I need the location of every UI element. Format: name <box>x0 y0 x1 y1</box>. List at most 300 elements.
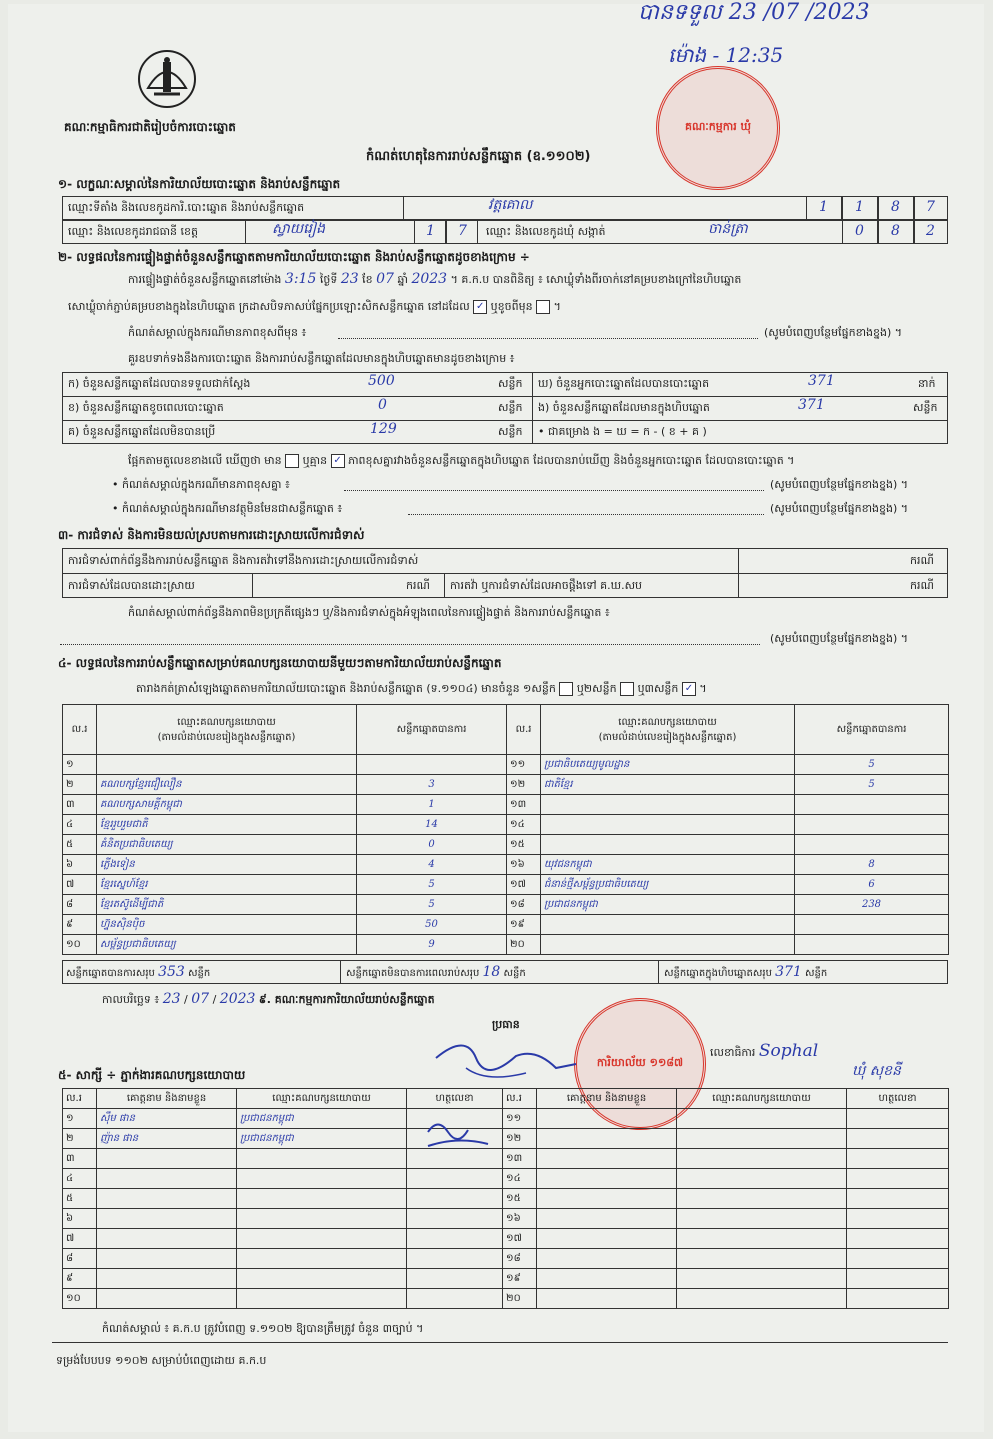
s2-check-none: ឬគ្មាន <box>302 454 328 467</box>
cell-party <box>677 1169 847 1189</box>
cell-no: ៤ <box>63 815 97 835</box>
cell-no: ១ <box>63 1109 97 1129</box>
cell-sign <box>847 1189 949 1209</box>
chair-label: ប្រធាន <box>492 1018 520 1031</box>
s1-commune-value: ចាន់ត្រា <box>708 221 748 237</box>
cell-no: ៧ <box>63 1229 97 1249</box>
s2-month: 07 <box>376 271 394 287</box>
s2-row-a-value: 500 <box>368 373 395 389</box>
secretary-line <box>710 1041 819 1061</box>
cell-party <box>541 835 795 855</box>
cell-no: ១៩ <box>503 1269 537 1289</box>
cell-no: ៦ <box>63 1209 97 1229</box>
s4-col-party-text: ឈ្មោះគណបក្សនយោបាយ <box>177 716 276 728</box>
cell-votes: 8 <box>795 855 949 875</box>
cell-name <box>97 1269 237 1289</box>
one-sheet-checkbox[interactable] <box>559 682 573 696</box>
footer-rule <box>52 1342 948 1343</box>
cell-no: ១១ <box>507 755 541 775</box>
s2-row-a-label: ក) ចំនួនសន្លឹកឆ្នោតដែលបានទទួលជាក់ស្តែង <box>68 377 251 390</box>
received-time: ម៉ោង - 12:35 <box>668 43 784 67</box>
s4-intro-opt2: ឬ២សន្លឹក <box>576 682 617 695</box>
cell-no: ១ <box>63 755 97 775</box>
has-difference-checkbox[interactable] <box>285 454 299 468</box>
cell-no: ១៦ <box>507 855 541 875</box>
cell-party <box>677 1149 847 1169</box>
cell-sign <box>847 1229 949 1249</box>
s5-col-name: គោត្តនាម និងនាមខ្លួន <box>97 1089 237 1109</box>
cell-name: ញ៉ាន ផាន <box>97 1129 237 1149</box>
s2-bullet1-dots <box>344 490 764 491</box>
table-row <box>63 895 949 915</box>
s2-line3: កំណត់សម្គាល់ក្នុងករណីមានភាពខុសពីមុន ៖ <box>128 326 307 339</box>
s5-title: ៥- សាក្សី ÷ ភ្នាក់ងារគណបក្សនយោបាយ <box>58 1068 246 1082</box>
cell-no: ១៤ <box>507 815 541 835</box>
cell-no: ២ <box>63 775 97 795</box>
cell-party: ខ្មែររួបរួមជាតិ <box>97 815 357 835</box>
s2-row-c-value: 129 <box>370 421 397 437</box>
cell-party <box>541 935 795 955</box>
table-row <box>63 775 949 795</box>
cell-party <box>677 1109 847 1129</box>
cell-no: ៧ <box>63 875 97 895</box>
two-sheet-checkbox[interactable] <box>620 682 634 696</box>
s3-case: ករណី <box>406 579 430 592</box>
s4-total-valid-label: សន្លឹកឆ្នោតបានការសរុប <box>66 968 155 979</box>
s4-col-party-sub: (តាមលំដាប់លេខរៀងក្នុងសន្លឹកឆ្នោត) <box>157 731 296 743</box>
secretary-name: ឃុំ សុខនី <box>852 1063 901 1079</box>
s2-row-b-value: 0 <box>378 397 387 413</box>
s2-day-label: ថ្ងៃទី <box>319 273 338 286</box>
cell-name <box>537 1129 677 1149</box>
s5-col-no: ល.រ <box>503 1089 537 1109</box>
table-row <box>63 755 949 775</box>
cell-votes <box>795 835 949 855</box>
table-row <box>63 855 949 875</box>
witness-signature <box>418 1112 498 1152</box>
three-sheet-checkbox[interactable]: ✓ <box>682 682 696 696</box>
s4-date-month: 07 <box>191 991 210 1007</box>
cell-no: ៥ <box>63 835 97 855</box>
s2-line1-pre: ការផ្ទៀងផ្ទាត់ចំនួនសន្លឹកឆ្នោតនៅម៉ោង <box>128 273 282 286</box>
cell-party: ខ្មែរស្នេហ៍ខ្មែរ <box>97 875 357 895</box>
cell-votes: 50 <box>357 915 507 935</box>
cell-sign <box>407 1229 503 1249</box>
cell-name <box>537 1249 677 1269</box>
s4-total-valid-value: 353 <box>158 964 185 980</box>
table-row <box>63 1209 949 1229</box>
s3-divider <box>738 573 739 598</box>
s5-col-sign: ហត្ថលេខា <box>847 1089 949 1109</box>
s4-unit: សន្លឹក <box>503 968 526 979</box>
cell-name <box>97 1169 237 1189</box>
cell-votes: 14 <box>357 815 507 835</box>
s3-note: កំណត់សម្គាល់ពាក់ព័ន្ធនឹងភាពមិនប្រក្រតីផ្សេងៗ ឬ/និងការជំទាស់ក្នុងអំឡុងពេលនៃការផ្ទៀងផ្ទាត់ និងការរាប់សន្លឹកឆ្នោត ៖ <box>128 606 610 619</box>
s4-total-invalid <box>346 965 526 981</box>
table-row <box>63 1109 949 1129</box>
cell-name <box>537 1289 677 1309</box>
code-digit: 1 <box>855 199 864 215</box>
s3-divider <box>738 548 739 573</box>
table-row <box>63 1169 949 1189</box>
s4-unit: សន្លឹក <box>805 968 828 979</box>
cell-votes <box>795 915 949 935</box>
cell-name <box>537 1169 677 1189</box>
s2-rule <box>62 420 948 421</box>
stamp-text: គណៈកម្មការ ឃុំ <box>685 120 751 133</box>
s2-bullet2-dots <box>408 514 764 515</box>
cell-party: គំនិតប្រជាធិបតេយ្យ <box>97 835 357 855</box>
s2-line2: សោឃ្លុំចាក់ភ្ជាប់គម្របខាងក្នុងនៃហិបឆ្នោត ក្រដាសបិទភាសប់ផ្នែកប្រឡោះសិកសន្លឹកឆ្នោត នៅដដែល ✓ ឬខូចពីមុន ។ <box>68 300 561 313</box>
cell-party: ជាតិខ្មែរ <box>541 775 795 795</box>
cell-no: ៣ <box>63 1149 97 1169</box>
s2-line3-dots <box>338 338 758 339</box>
cell-name <box>97 1249 237 1269</box>
intact-checkbox[interactable]: ✓ <box>473 300 487 314</box>
s2-row-a-unit: សន្លឹក <box>498 377 523 390</box>
s2-divider <box>532 372 533 444</box>
cell-no: ២ <box>63 1129 97 1149</box>
s4-col-no: ល.រ <box>63 705 97 755</box>
cell-votes <box>795 935 949 955</box>
s3-rule <box>62 573 948 574</box>
code-digit: 1 <box>819 199 828 215</box>
cell-votes: 9 <box>357 935 507 955</box>
cell-no: ១២ <box>507 775 541 795</box>
s3-row1: ការជំទាស់ពាក់ព័ន្ធនឹងការរាប់សន្លឹកឆ្នោត និងការតវ៉ាទៅនឹងការដោះស្រាយលើការជំទាស់ <box>68 554 419 567</box>
code-digit: 0 <box>855 223 864 239</box>
table-row <box>63 815 949 835</box>
cell-party: ហ្វ៊ុនស៊ិនប៉ិច <box>97 915 357 935</box>
s5-col-no: ល.រ <box>63 1089 97 1109</box>
table-row <box>63 1149 949 1169</box>
s4-date-year: 2023 <box>219 991 256 1007</box>
cell-party: ប្រជាជនកម្ពុជា <box>237 1109 407 1129</box>
table-row <box>63 1249 949 1269</box>
s3-row2b: ការតវ៉ា ឬការជំទាស់ដែលអាចផ្តឹងទៅ គ.ឃ.សប <box>450 579 643 592</box>
cell-sign <box>847 1209 949 1229</box>
s5-witness-table <box>62 1088 949 1309</box>
s4-results-table <box>62 704 949 955</box>
s3-fill: (សូមបំពេញបន្ថែមផ្នែកខាងខ្នង) ។ <box>770 632 909 645</box>
s2-line4: គួរឧបទាក់ទងនឹងការបោះឆ្នោត និងការរាប់សន្លឹកឆ្នោតដែលមានក្នុងហិបឆ្នោតមានដូចខាងក្រោម ៖ <box>128 352 515 365</box>
s4-title: ៤- លទ្ធផលនៃការរាប់សន្លឹកឆ្នោតសម្រាប់គណបក្សនយោបាយនីមួយៗតាមការិយាល័យរាប់សន្លឹកឆ្នោត <box>58 656 502 670</box>
cell-no: ១៨ <box>507 895 541 915</box>
cell-sign <box>407 1189 503 1209</box>
cell-sign <box>407 1269 503 1289</box>
cell-no: ១៧ <box>507 875 541 895</box>
s4-totals-divider <box>340 960 341 984</box>
cell-sign <box>847 1149 949 1169</box>
s1-row2-value: ស្វាយរៀង <box>272 221 326 237</box>
s1-row1-label: ឈ្មោះទីតាំង និងលេខកូដការិ.បោះឆ្នោត និងរាប់សន្លឹកឆ្នោត <box>68 201 305 214</box>
s1-commune-label: ឈ្មោះ និងលេខកូដឃុំ សង្កាត់ <box>486 225 606 238</box>
s4-total-box-value: 371 <box>775 964 802 980</box>
s2-row-c-unit: សន្លឹក <box>498 425 523 438</box>
cell-party <box>677 1229 847 1249</box>
s4-intro-text: តារាងកត់ត្រាសំឡេងឆ្នោតតាមការិយាល័យបោះឆ្នោត និងរាប់សន្លឹកឆ្នោត (ទ.១១០៤) មានចំនួន ១សន្លឹក <box>136 682 556 695</box>
table-row <box>63 1229 949 1249</box>
cell-no: ១៣ <box>507 795 541 815</box>
cell-sign <box>847 1249 949 1269</box>
cell-party <box>237 1189 407 1209</box>
s4-col-party-text: ឈ្មោះគណបក្សនយោបាយ <box>618 716 717 728</box>
cell-no: ៥ <box>63 1189 97 1209</box>
s3-title: ៣- ការជំទាស់ និងការមិនយល់ស្របតាមការដោះស្រាយលើការជំទាស់ <box>58 528 365 542</box>
s2-line3-fill: (សូមបំពេញបន្ថែមផ្នែកខាងខ្នង) ។ <box>764 326 903 339</box>
cell-party: ប្រជាជនកម្ពុជា <box>541 895 795 915</box>
cell-no: ៦ <box>63 855 97 875</box>
cell-sign <box>847 1129 949 1149</box>
org-name: គណៈកម្មាធិការជាតិរៀបចំការបោះឆ្នោត <box>64 120 236 134</box>
s2-line1 <box>128 272 741 287</box>
s4-date-label: កាលបរិច្ឆេទ ៖ <box>102 993 160 1006</box>
table-row <box>63 795 949 815</box>
s4-date-day: 23 <box>162 991 181 1007</box>
cell-no: ១៤ <box>503 1169 537 1189</box>
cell-name <box>537 1189 677 1209</box>
cell-party <box>541 915 795 935</box>
s4-committee: ៩. គណៈកម្មការការិយាល័យរាប់សន្លឹកឆ្នោត <box>258 993 435 1006</box>
table-row <box>63 915 949 935</box>
cell-no: ១៦ <box>503 1209 537 1229</box>
form-page <box>8 0 984 1432</box>
cell-name <box>97 1189 237 1209</box>
cell-no: ១០ <box>63 935 97 955</box>
cell-name <box>537 1149 677 1169</box>
cell-no: ៨ <box>63 895 97 915</box>
cell-name: ស៊ឹម ផាន <box>97 1109 237 1129</box>
s3-row2a: ការជំទាស់ដែលបានដោះស្រាយ <box>68 579 195 592</box>
s4-total-invalid-value: 18 <box>482 964 501 980</box>
s2-bullet2: • កំណត់សម្គាល់ក្នុងករណីមានវត្ថុមិនមែនជាសន្លឹកឆ្នោត ៖ <box>112 502 343 515</box>
cell-name <box>97 1209 237 1229</box>
cell-no: ១៩ <box>507 915 541 935</box>
cell-party <box>237 1289 407 1309</box>
secretary-label: លេខាធិការ <box>710 1046 756 1059</box>
cell-no: ១៥ <box>503 1189 537 1209</box>
s2-year: 2023 <box>411 271 448 287</box>
code-digit: 1 <box>426 223 435 239</box>
s2-opt-broken: ឬខូចពីមុន <box>490 300 533 313</box>
cell-no: ៤ <box>63 1169 97 1189</box>
cell-sign <box>847 1269 949 1289</box>
s4-total-valid <box>66 965 210 981</box>
cell-sign <box>407 1249 503 1269</box>
s4-total-invalid-label: សន្លឹកឆ្នោតមិនបានការពេលរាប់សរុប <box>346 968 480 979</box>
table-row <box>63 1189 949 1209</box>
cell-name <box>537 1269 677 1289</box>
s1-row1-value: វត្តគោល <box>488 197 533 213</box>
cell-party: សម្ព័ន្ធប្រជាធិបតេយ្យ <box>97 935 357 955</box>
cell-name <box>97 1149 237 1169</box>
cell-sign <box>847 1109 949 1129</box>
code-digit: 8 <box>891 223 900 239</box>
s2-row-b-label: ខ) ចំនួនសន្លឹកឆ្នោតខូចពេលបោះឆ្នោត <box>68 401 224 414</box>
cell-no: ១៧ <box>503 1229 537 1249</box>
cell-votes: 1 <box>357 795 507 815</box>
cell-party <box>677 1289 847 1309</box>
cell-party <box>677 1269 847 1289</box>
s2-line2-text: សោឃ្លុំចាក់ភ្ជាប់គម្របខាងក្នុងនៃហិបឆ្នោត ក្រដាសបិទភាសប់ផ្នែកប្រឡោះសិកសន្លឹកឆ្នោត នៅដដែល <box>68 300 470 313</box>
s3-divider <box>444 573 445 598</box>
cell-party: ប្រជាធិបតេយ្យមូលដ្ឋាន <box>541 755 795 775</box>
cell-no: ៣ <box>63 795 97 815</box>
cell-votes: 4 <box>357 855 507 875</box>
cell-party <box>237 1269 407 1289</box>
s5-col-name: គោត្តនាម និងនាមខ្លួន <box>537 1089 677 1109</box>
cell-party: ជំនាន់ថ្មីសម្ព័ន្ធប្រជាធិបតេយ្យ <box>541 875 795 895</box>
cell-no: ៨ <box>63 1249 97 1269</box>
cell-votes: 5 <box>795 775 949 795</box>
cell-no: ២០ <box>507 935 541 955</box>
s4-date-line: កាលបរិច្ឆេទ ៖ 23 / 07 / 2023 ៩. គណៈកម្មការការិយាល័យរាប់សន្លឹកឆ្នោត <box>102 991 435 1007</box>
s2-row-e-value: 371 <box>798 397 825 413</box>
s3-dots <box>60 644 760 645</box>
s3-case: ករណី <box>910 554 934 567</box>
cell-sign <box>847 1169 949 1189</box>
s2-month-label: ខែ <box>362 273 373 286</box>
cell-party: គណបក្សសាមគ្គីកម្ពុជា <box>97 795 357 815</box>
cell-party <box>541 815 795 835</box>
chair-signature <box>426 1028 586 1088</box>
cell-votes: 6 <box>795 875 949 895</box>
cell-party <box>237 1149 407 1169</box>
s4-total-box-label: សន្លឹកឆ្នោតក្នុងហិបឆ្នោតសរុប <box>664 968 772 979</box>
s2-check-post: ភាពខុសគ្នារវាងចំនួនសន្លឹកឆ្នោតក្នុងហិបឆ្នោត ដែលបានរាប់ឃើញ និងចំនួនអ្នកបោះឆ្នោត ដែលបានបោះឆ្នោត ។ <box>348 454 795 467</box>
no-difference-checkbox[interactable]: ✓ <box>331 454 345 468</box>
s4-col-party <box>541 705 795 755</box>
cell-name <box>537 1229 677 1249</box>
cell-party: យុវជនកម្ពុជា <box>541 855 795 875</box>
s4-col-party <box>97 705 357 755</box>
cell-party: ខ្មែរតស៊ូដើម្បីជាតិ <box>97 895 357 915</box>
s2-time: 3:15 <box>284 271 317 287</box>
table-row <box>63 1269 949 1289</box>
cell-votes: 0 <box>357 835 507 855</box>
s2-row-e-label: ង) ចំនួនសន្លឹកឆ្នោតដែលមានក្នុងហិបឆ្នោត <box>538 401 710 414</box>
cell-votes <box>795 815 949 835</box>
s4-unit: សន្លឹក <box>187 968 211 979</box>
cell-party: ប្រជាជនកម្ពុជា <box>237 1129 407 1149</box>
cell-party <box>541 795 795 815</box>
cell-votes: 5 <box>795 755 949 775</box>
cell-votes <box>357 755 507 775</box>
s4-intro: តារាងកត់ត្រាសំឡេងឆ្នោតតាមការិយាល័យបោះឆ្នោត និងរាប់សន្លឹកឆ្នោត (ទ.១១០៤) មានចំនួន ១សន្លឹក ឬ២សន្លឹក ឬ៣សន្លឹក ✓ ។ <box>136 682 707 695</box>
cell-party <box>677 1209 847 1229</box>
table-row <box>63 1129 949 1149</box>
cell-party <box>237 1209 407 1229</box>
s2-formula: • ជាគម្រោង ង = ឃ = ក - ( ខ + គ ) <box>538 425 707 438</box>
s1-row2-label: ឈ្មោះ និងលេខកូដរាជធានី ខេត្ត <box>68 225 198 238</box>
s2-row-c-label: គ) ចំនួនសន្លឹកឆ្នោតដែលមិនបានប្រើ <box>68 425 216 438</box>
cell-no: ១៥ <box>507 835 541 855</box>
cell-no: ៩ <box>63 1269 97 1289</box>
s2-row-d-label: ឃ) ចំនួនអ្នកបោះឆ្នោតដែលបានបោះឆ្នោត <box>538 377 710 390</box>
cell-no: ២០ <box>503 1289 537 1309</box>
cell-name <box>537 1109 677 1129</box>
s2-year-label: ឆ្នាំ <box>397 273 408 286</box>
cell-name <box>97 1289 237 1309</box>
cell-no: ១១ <box>503 1109 537 1129</box>
cell-sign <box>407 1289 503 1309</box>
s2-line1-post: ។ គ.ក.ប បានពិនិត្យ ៖ សោឃ្លុំទាំងពីរចាក់នៅគម្របខាងក្រៅនៃហិបឆ្នោត <box>450 273 742 286</box>
cell-sign <box>847 1289 949 1309</box>
table-row <box>63 835 949 855</box>
s4-intro-opt3: ឬ៣សន្លឹក <box>637 682 679 695</box>
s3-divider <box>252 573 253 598</box>
s5-note: កំណត់សម្គាល់ ៖ គ.ក.ប ត្រូវបំពេញ ទ.១១០២ ឱ្យបានត្រឹមត្រូវ ចំនួន ៣ច្បាប់ ។ <box>102 1322 424 1335</box>
cell-votes <box>795 795 949 815</box>
cell-sign <box>407 1209 503 1229</box>
cell-party <box>97 755 357 775</box>
s2-row-d-unit: នាក់ <box>918 377 936 390</box>
broken-checkbox[interactable] <box>536 300 550 314</box>
cell-name <box>97 1229 237 1249</box>
s2-row-e-unit: សន្លឹក <box>913 401 938 414</box>
s4-totals-divider <box>658 960 659 984</box>
cell-party <box>677 1129 847 1149</box>
cell-no: ១៨ <box>503 1249 537 1269</box>
table-row <box>63 1289 949 1309</box>
s2-day: 23 <box>340 271 359 287</box>
cell-votes: 3 <box>357 775 507 795</box>
received-note: បានទទួល 23 /07 /2023 <box>638 0 870 25</box>
cell-no: ១៣ <box>503 1149 537 1169</box>
cell-party: គណបក្សខ្មែរជឿលឿន <box>97 775 357 795</box>
s2-row-b-unit: សន្លឹក <box>498 401 523 414</box>
cell-party: ភ្លើងទៀន <box>97 855 357 875</box>
s4-col-votes: សន្លឹកឆ្នោតបានការ <box>795 705 949 755</box>
s2-title: ២- លទ្ធផលនៃការផ្ទៀងផ្ទាត់ចំនួនសន្លឹកឆ្នោតតាមការិយាល័យបោះឆ្នោត និងរាប់សន្លឹកឆ្នោតដូចខាងក្រោម ÷ <box>58 250 530 264</box>
s4-col-no: ល.រ <box>507 705 541 755</box>
s2-check-pre: ផ្អែកតាមតួលេខខាងលើ ឃើញថា មាន <box>128 454 282 467</box>
royal-emblem-icon <box>136 48 198 110</box>
s5-col-party: ឈ្មោះគណបក្សនយោបាយ <box>237 1089 407 1109</box>
form-title: កំណត់ហេតុនៃការរាប់សន្លឹកឆ្នោត (ឧ.១១០២) <box>366 149 591 164</box>
cell-party <box>237 1169 407 1189</box>
s5-col-sign: ហត្ថលេខា <box>407 1089 503 1109</box>
s4-col-party-sub: (តាមលំដាប់លេខរៀងក្នុងសន្លឹកឆ្នោត) <box>598 731 737 743</box>
code-digit: 7 <box>926 199 935 215</box>
s2-bullet1: • កំណត់សម្គាល់ក្នុងករណីមានភាពខុសគ្នា ៖ <box>112 478 290 491</box>
cell-party <box>677 1189 847 1209</box>
s4-col-votes: សន្លឹកឆ្នោតបានការ <box>357 705 507 755</box>
table-row <box>63 935 949 955</box>
cell-party <box>677 1249 847 1269</box>
cell-no: ១២ <box>503 1129 537 1149</box>
cell-party <box>237 1249 407 1269</box>
s5-col-party: ឈ្មោះគណបក្សនយោបាយ <box>677 1089 847 1109</box>
cell-votes: 238 <box>795 895 949 915</box>
cell-sign <box>407 1169 503 1189</box>
cell-no: ១០ <box>63 1289 97 1309</box>
secretary-signature: Sophal <box>758 1041 819 1061</box>
cell-votes: 5 <box>357 895 507 915</box>
cell-name <box>537 1209 677 1229</box>
s2-bullet1-fill: (សូមបំពេញបន្ថែមផ្នែកខាងខ្នង) ។ <box>770 478 909 491</box>
s3-case: ករណី <box>910 579 934 592</box>
cell-votes: 5 <box>357 875 507 895</box>
cell-party <box>237 1229 407 1249</box>
stamp-text: ការិយាល័យ ១១៨៧ <box>596 1056 684 1069</box>
s1-title: ១- លក្ខណៈសម្គាល់នៃការិយាល័យបោះឆ្នោត និងរាប់សន្លឹកឆ្នោត <box>58 177 341 191</box>
s2-check-line <box>128 454 794 468</box>
official-stamp-top <box>656 66 780 190</box>
s2-row-d-value: 371 <box>808 373 835 389</box>
code-digit: 7 <box>458 223 467 239</box>
cell-no: ៩ <box>63 915 97 935</box>
